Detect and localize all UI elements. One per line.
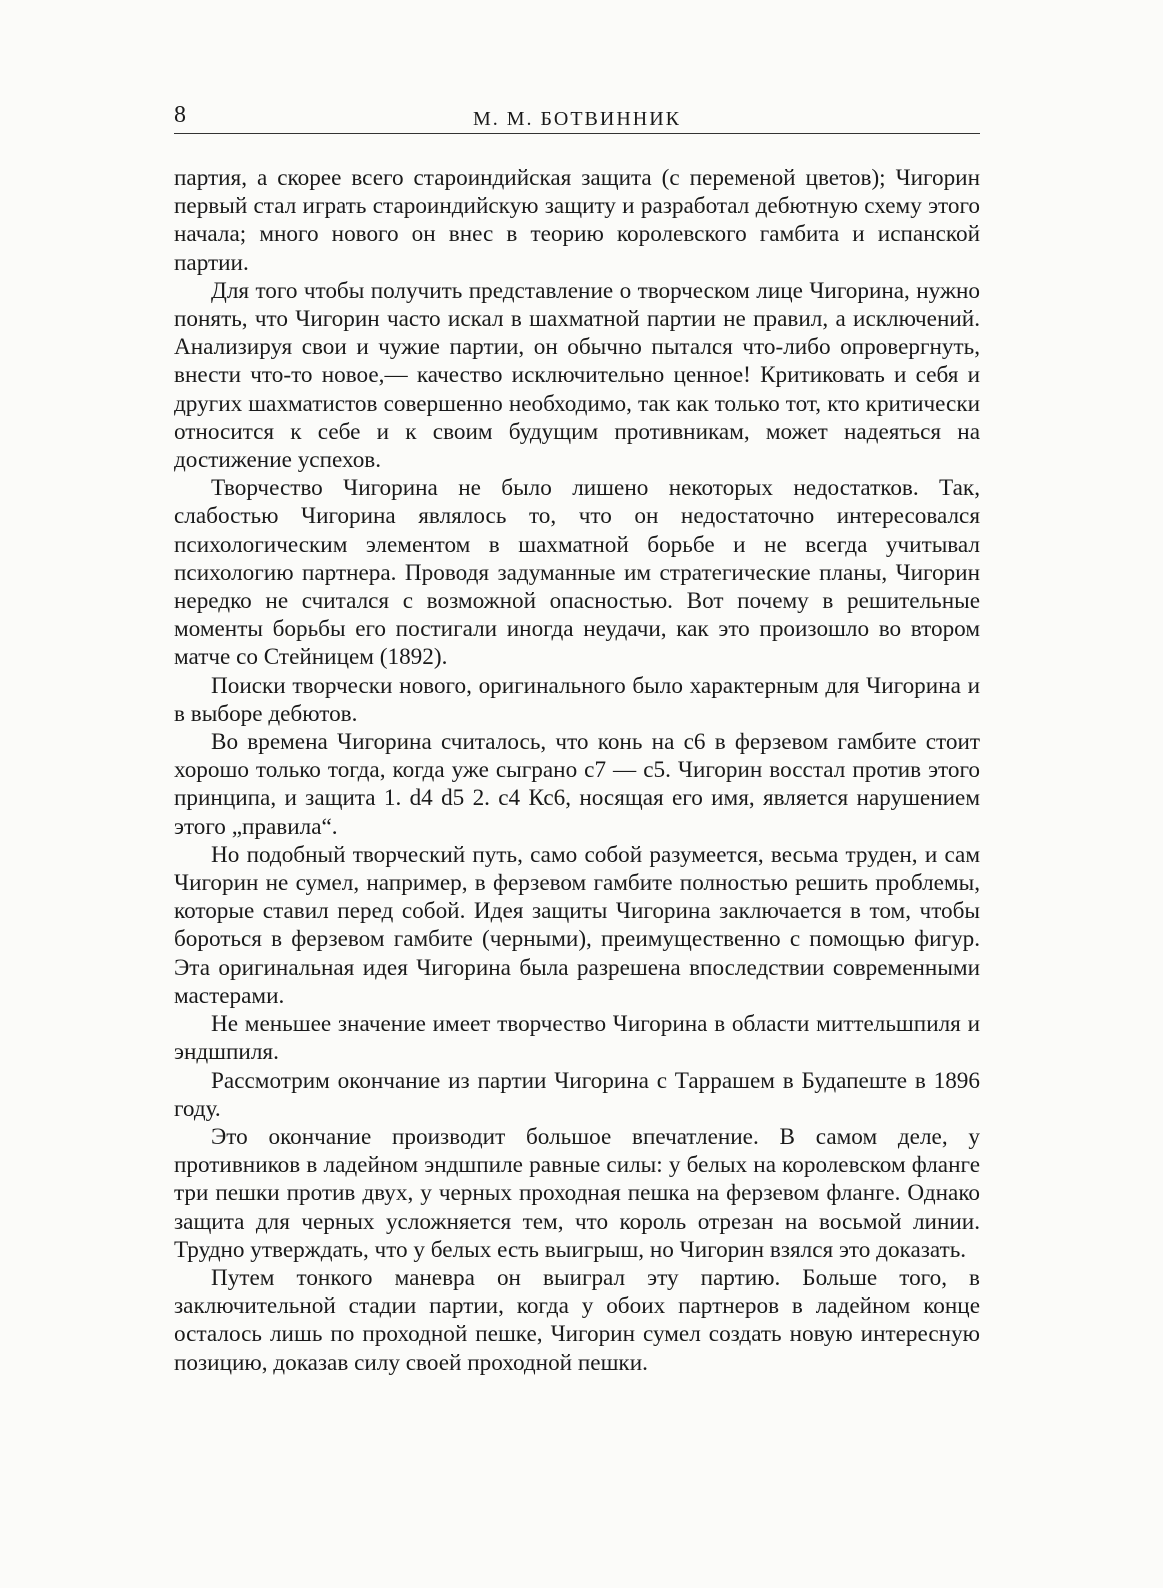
paragraph-9: Это окончание производит большое впечатление. В самом деле, у противников в ладейном эндшпиле равные силы: у белых на королевском фланге три пешки против двух, у черных проходная пешка на ферзевом фланге. Однако защита для черных усложняется тем, что король отрезан на восьмой линии. Трудно утверждать, что у белых есть выигрыш, но Чигорин взялся это доказать. <box>174 1123 980 1263</box>
paragraph-1: партия, а скорее всего староиндийская защита (с переменой цветов); Чигорин первый стал играть староиндийскую защиту и разработал дебютную схему этого начала; много нового он внес в теорию королевского гамбита и испанской партии. <box>174 165 980 276</box>
running-head <box>174 100 980 134</box>
paragraph-7: Не меньшее значение имеет творчество Чигорина в области миттельшпиля и эндшпиля. <box>174 1011 980 1066</box>
paragraph-3: Творчество Чигорина не было лишено некоторых недостатков. Так, слабостью Чигорина являлось то, что он недостаточно интересовался психологическим элементом в шахматной борьбе и не всегда учитывал психологию партнера. Проводя задуманные им стратегические планы, Чигорин нередко не считался с возможной опасностью. Вот почему в решительные моменты борьбы его постигали иногда неудачи, как это произошло во втором матче со Стейницем (1892). <box>174 475 980 671</box>
header-rule <box>174 133 980 134</box>
paragraph-10: Путем тонкого маневра он выиграл эту партию. Больше того, в заключительной стадии партии, когда у обоих партнеров в ладейном конце осталось лишь по проходной пешке, Чигорин сумел создать новую интересную позицию, доказав силу своей проходной пешки. <box>174 1264 980 1376</box>
page-number: 8 <box>174 102 186 128</box>
body-text <box>174 164 980 1377</box>
paragraph-2: Для того чтобы получить представление о творческом лице Чигорина, нужно понять, что Чигорин часто искал в шахматной партии не правил, а исключений. Анализируя свои и чужие партии, он обычно пытался что-либо опровергнуть, внести что-то новое,— качество исключительно ценное! Критиковать и себя и других шахматистов совершенно необходимо, так как только тот, кто критически относится к себе и к своим будущим противникам, может надеяться на достижение успехов. <box>174 277 980 474</box>
paragraph-6: Но подобный творческий путь, само собой разумеется, весьма труден, и сам Чигорин не сумел, например, в ферзевом гамбите полностью решить проблемы, которые ставил перед собой. Идея защиты Чигорина заключается в том, чтобы бороться в ферзевом гамбите (черными), преимущественно с помощью фигур. Эта оригинальная идея Чигорина была разрешена впоследствии современными мастерами. <box>174 841 980 1009</box>
paragraph-5: Во времена Чигорина считалось, что конь на с6 в ферзевом гамбите стоит хорошо только тогда, когда уже сыграно с7 — с5. Чигорин восстал против этого принципа, и защита 1. d4 d5 2. с4 Кс6, носящая его имя, является нарушением этого „правила“. <box>174 729 980 840</box>
paragraph-4: Поиски творчески нового, оригинального было характерным для Чигорина и в выборе дебютов. <box>174 672 980 727</box>
paragraph-8: Рассмотрим окончание из партии Чигорина с Таррашем в Будапеште в 1896 году. <box>174 1067 980 1122</box>
running-title: М. М. БОТВИННИК <box>472 108 682 130</box>
